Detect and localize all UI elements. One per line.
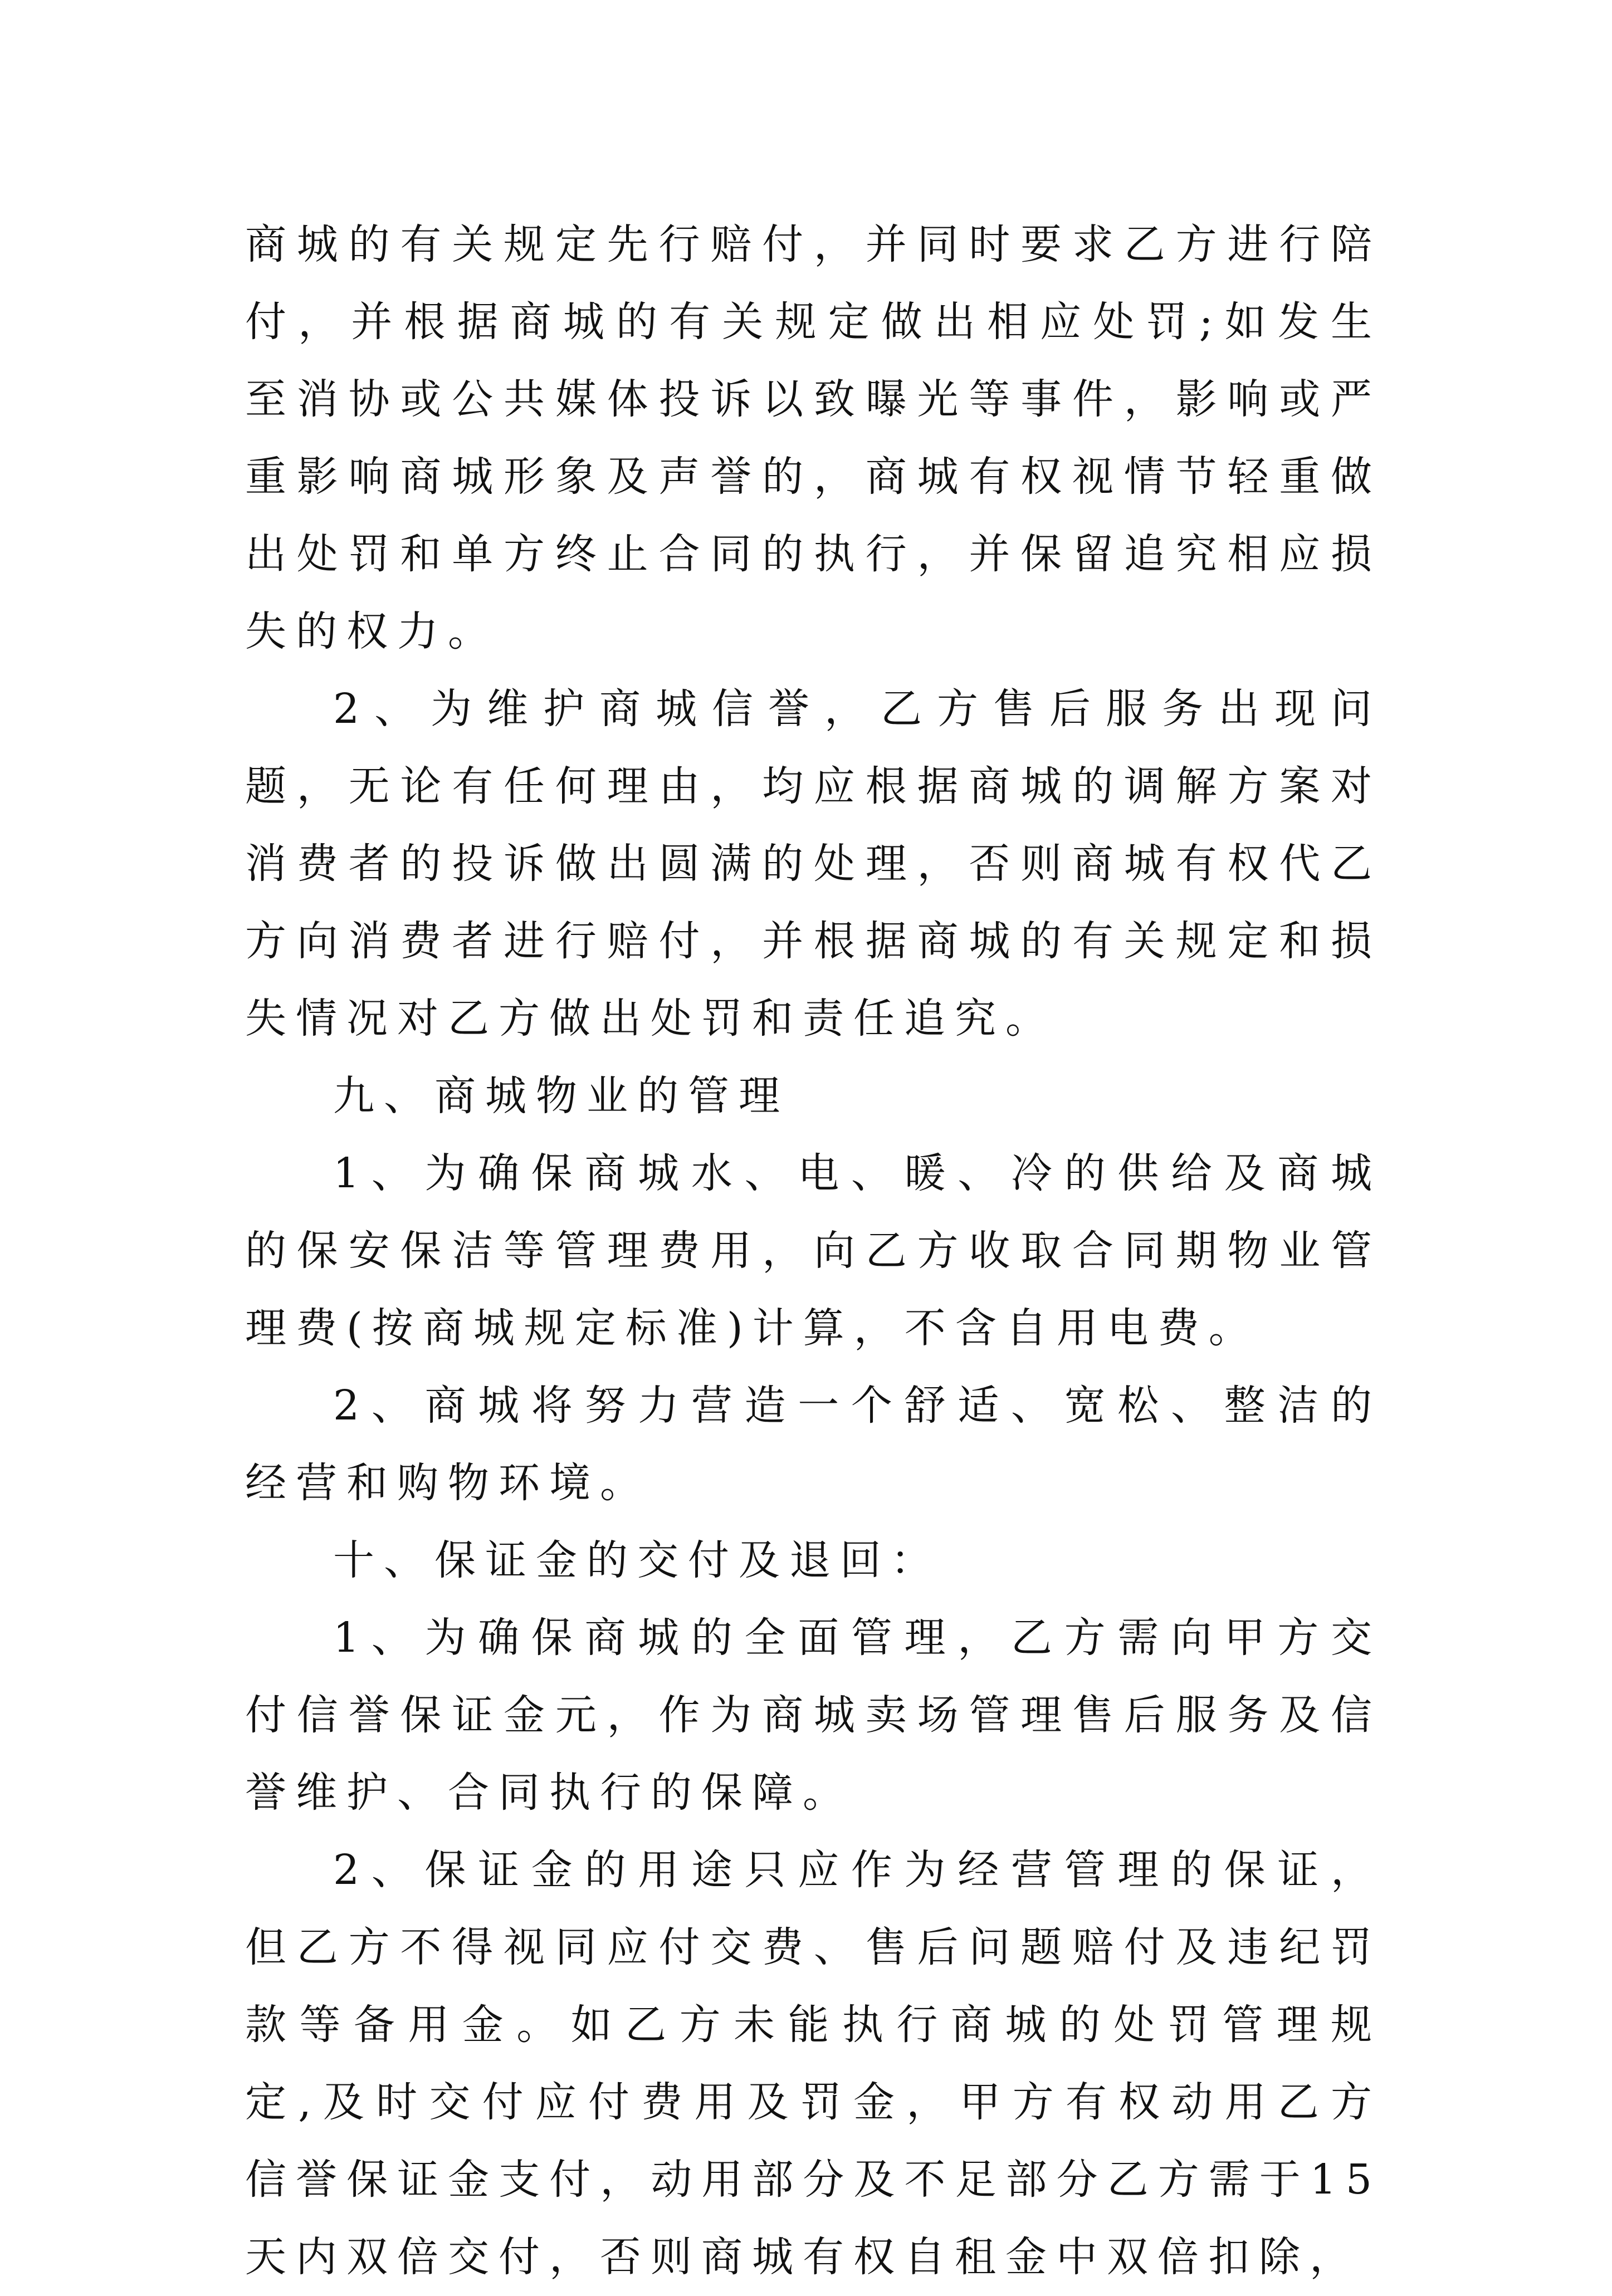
document-body bbox=[245, 206, 1381, 2296]
paragraph-item-1-property-fee: 1、为确保商城水、电、暖、冷的供给及商城的保安保洁等管理费用，向乙方收取合同期物业管理费(按商城规定标准)计算，不含自用电费。 bbox=[245, 1149, 1381, 1352]
section-heading-deposit: 十、保证金的交付及退回： bbox=[333, 1536, 941, 1584]
paragraph-continuation: 商城的有关规定先行赔付，并同时要求乙方进行陪付，并根据商城的有关规定做出相应处罚;如发生至消协或公共媒体投诉以致曝光等事件，影响或严重影响商城形象及声誉的，商城有权视情节轻重做出处罚和单方终止合同的执行，并保留追究相应损失的权力。 bbox=[245, 221, 1381, 655]
paragraph-item-1-deposit: 1、为确保商城的全面管理，乙方需向甲方交付信誉保证金元，作为商城卖场管理售后服务及信誉维护、合同执行的保障。 bbox=[245, 1614, 1381, 1817]
paragraph-item-2-deposit-usage: 2、保证金的用途只应作为经营管理的保证，但乙方不得视同应付交费、售后问题赔付及违纪罚款等备用金。如乙方未能执行商城的处罚管理规定,及时交付应付费用及罚金，甲方有权动用乙方信誉保证金支付，动用部分及不足部分乙方需于15天内双倍交付，否则商城有权自租金中双倍扣除， bbox=[245, 1846, 1381, 2281]
paragraph-item-2-environment: 2、商城将努力营造一个舒适、宽松、整洁的经营和购物环境。 bbox=[245, 1382, 1381, 1507]
paragraph-item-2-reputation: 2、为维护商城信誉，乙方售后服务出现问题，无论有任何理由，均应根据商城的调解方案对消费者的投诉做出圆满的处理，否则商城有权代乙方向消费者进行赔付，并根据商城的有关规定和损失情况对乙方做出处罚和责任追究。 bbox=[245, 685, 1381, 1042]
section-heading-property-management: 九、商城物业的管理 bbox=[333, 1072, 789, 1120]
